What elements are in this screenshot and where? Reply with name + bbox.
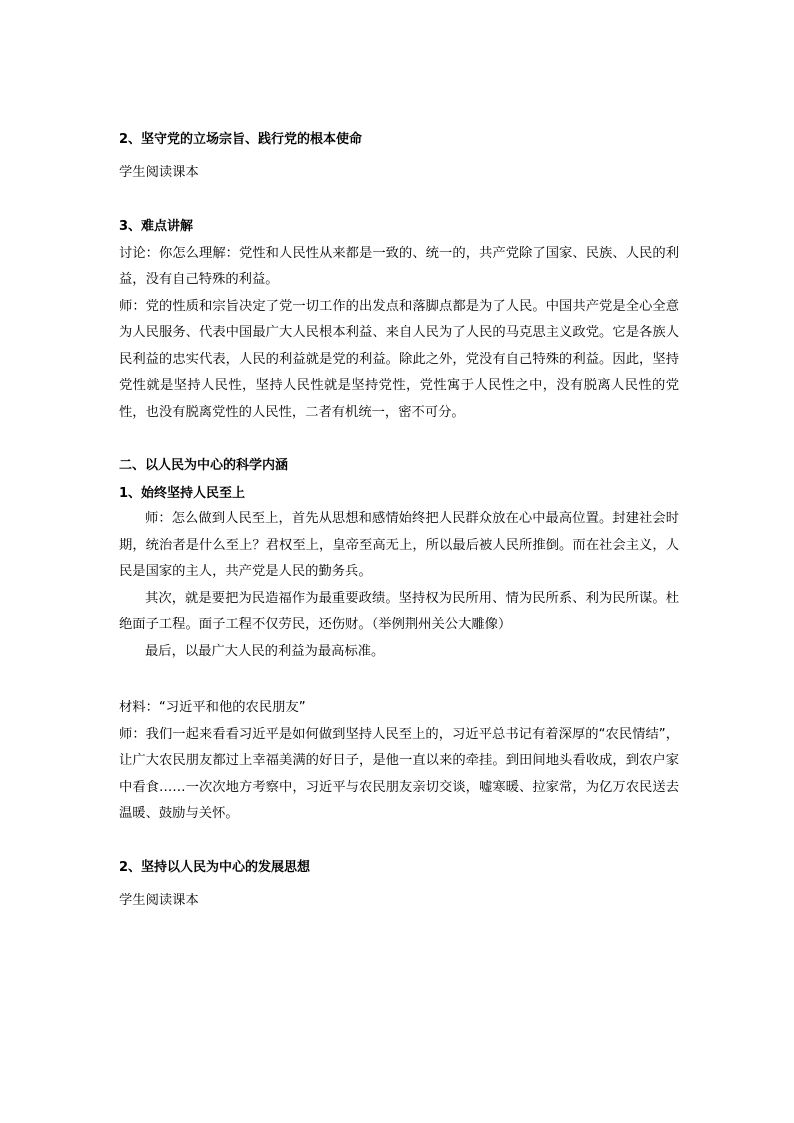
material-paragraph: 师：我们一起来看看习近平是如何做到坚持人民至上的，习近平总书记有着深厚的“农民情结”，让广大农民朋友都过上幸福美满的好日子，是他一直以来的牵挂。到田间地头看收成，到农户家中看食……一次次地方考察中，习近平与农民朋友亲切交谈，嘘寒暖、拉家常，为亿万农民送去温暖、鼓励与关怀。 [119,726,679,821]
teacher-explanation-paragraph: 师：党的性质和宗旨决定了党一切工作的出发点和落脚点都是为了人民。中国共产党是全心全意为人民服务、代表中国最广大人民根本利益、来自人民为了人民的马克思主义政党。它是各族人民利益的忠实代表，人民的利益就是党的利益。除此之外，党没有自己特殊的利益。因此，坚持党性就是坚持人民性，坚持人民性就是坚持党性，党性寓于人民性之中，没有脱离人民性的党性，也没有脱离党性的人民性，二者有机统一，密不可分。 [119,298,679,420]
section-heading-people-first: 1、始终坚持人民至上 [119,486,246,501]
people-first-paragraph-2: 其次，就是要把为民造福作为最重要政绩。坚持权为民所用、情为民所系、利为民所谋。杜绝面子工程。面子工程不仅劳民，还伤财。（举例荆州关公大雕像） [119,590,679,632]
people-first-paragraph-1: 师：怎么做到人民至上，首先从思想和感情始终把人民群众放在心中最高位置。封建社会时期，统治者是什么至上？君权至上，皇帝至高无上，所以最后被人民所推倒。而在社会主义，人民是国家的主人，共产党是人民的勤务兵。 [119,511,679,579]
section-heading-party-stance: 2、坚守党的立场宗旨、践行党的根本使命 [119,132,363,147]
part-heading-people-centered: 二、以人民为中心的科学内涵 [119,458,289,473]
material-title: 材料：“习近平和他的农民朋友” [119,700,306,715]
document-body [119,130,679,914]
reading-note-2: 学生阅读课本 [119,892,199,908]
reading-note: 学生阅读课本 [119,165,199,180]
section-heading-difficulty: 3、难点讲解 [119,218,194,234]
section-heading-development-thought: 2、坚持以人民为中心的发展思想 [119,859,311,875]
people-first-paragraph-3: 最后，以最广大人民的利益为最高标准。 [145,643,385,659]
discussion-paragraph: 讨论：你怎么理解：党性和人民性从来都是一致的、统一的，共产党除了国家、民族、人民的利益，没有自己特殊的利益。 [119,245,679,287]
